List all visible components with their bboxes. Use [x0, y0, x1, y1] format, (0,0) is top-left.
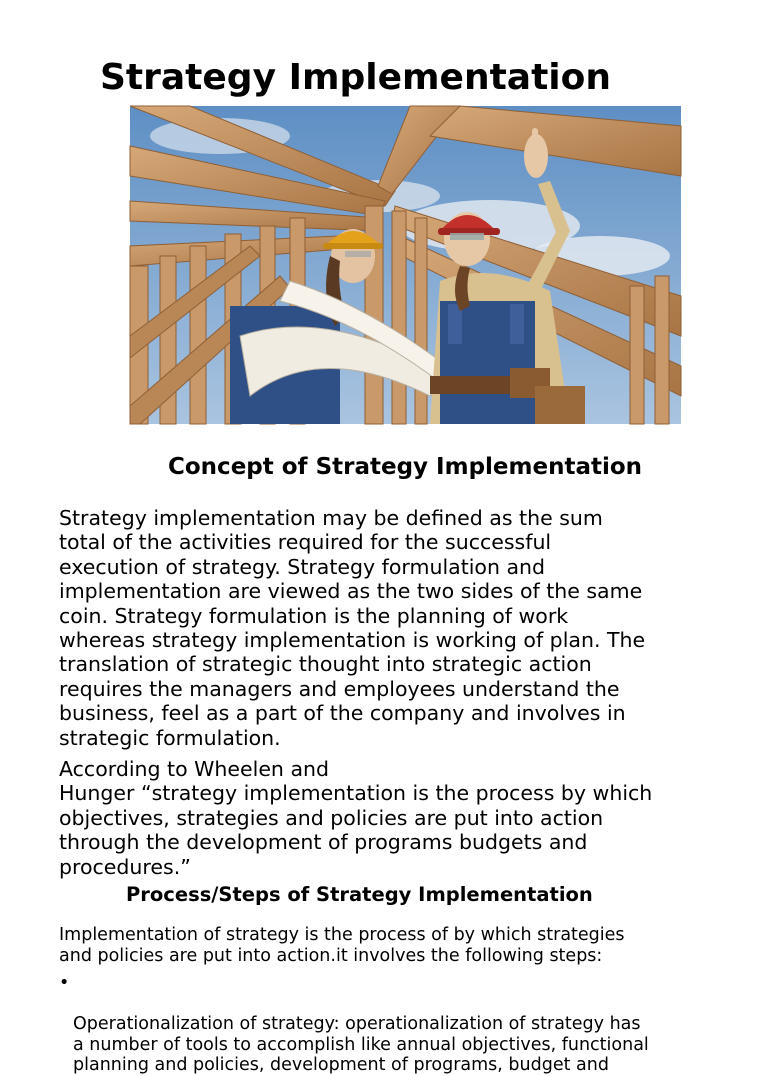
list-item-text: Operationalization of strategy: operationalization of strategy has a number of tools to accomplish like annual objectives, functional planning and policies, development of programs, budget and: [73, 1014, 649, 1075]
paragraph-wheelen-hunger: According to Wheelen and Hunger “strategy implementation is the process by which objectives, strategies and policies are put into action through the development of programs budgets and procedures.”: [59, 757, 653, 879]
page-title: Strategy Implementation: [100, 57, 611, 98]
construction-workers-photo: [130, 106, 681, 424]
heading-process-steps: Process/Steps of Strategy Implementation: [126, 883, 593, 906]
steps-list: [59, 973, 739, 1076]
paragraph-process-intro: Implementation of strategy is the process of by which strategies and policies are put into action.it involves the following steps:: [59, 925, 625, 966]
heading-concept: Concept of Strategy Implementation: [168, 454, 643, 480]
bullet-icon: •: [59, 973, 70, 993]
list-item: [59, 973, 739, 1076]
paragraph-definition: Strategy implementation may be defined as the sum total of the activities required for the successful execution of strategy. Strategy formulation and implementation are viewed as the two sides of the same coin. Strategy formulation is the planning of work whereas strategy implementation is working of plan. The translation of strategic thought into strategic action requires the managers and employees understand the business, feel as a part of the company and involves in strategic formulation.: [59, 506, 646, 750]
